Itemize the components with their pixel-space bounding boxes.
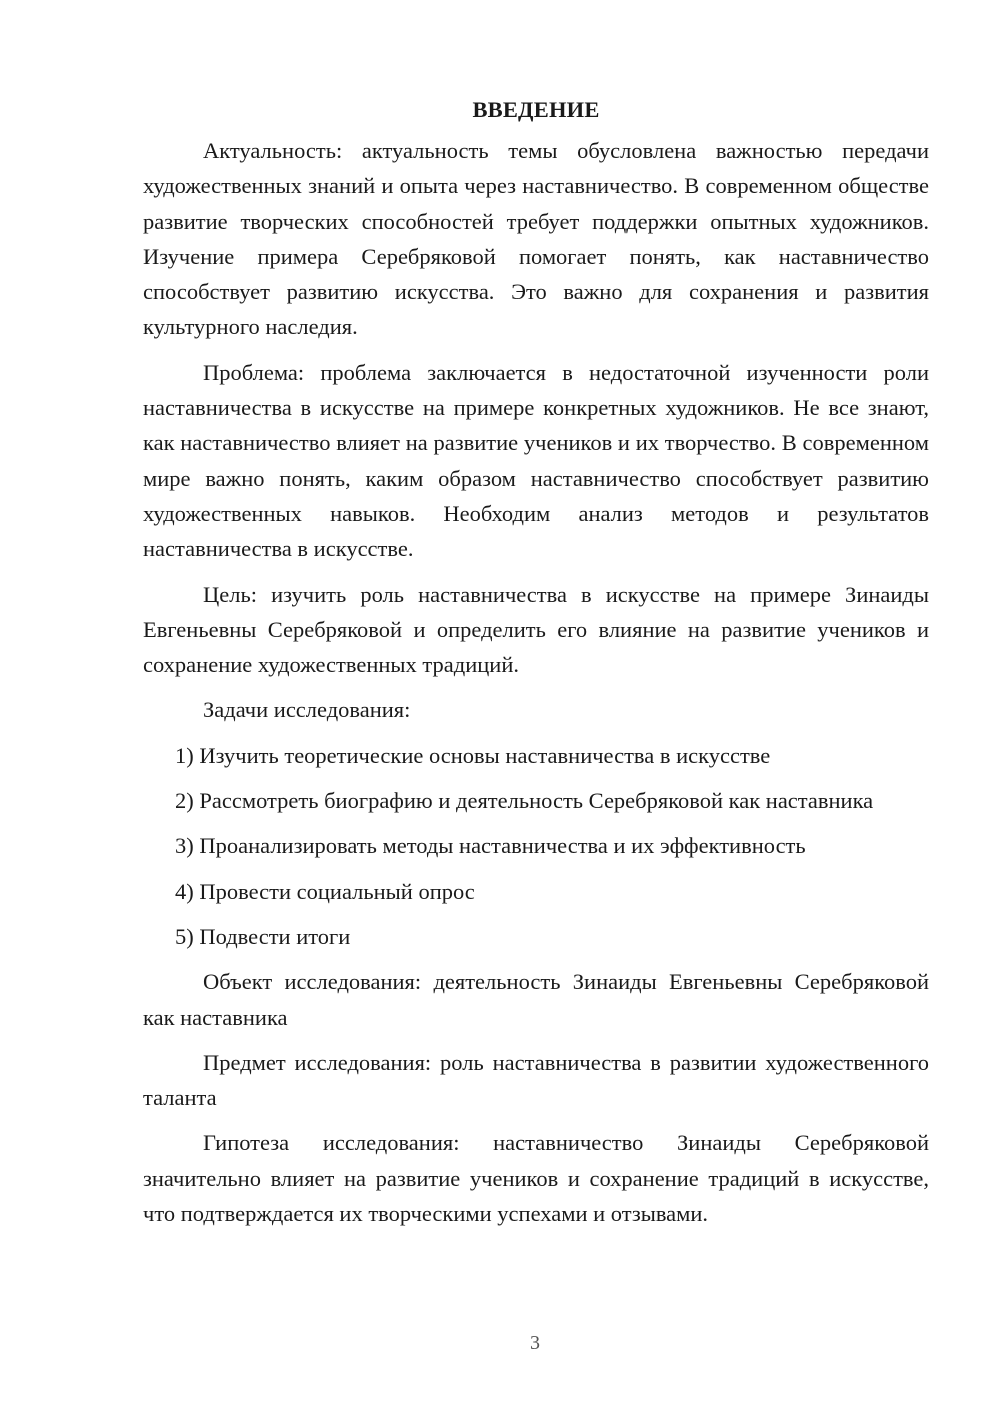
task-item-2: 2) Рассмотреть биографию и деятельность Серебряковой как наставника xyxy=(175,788,874,814)
section-title: ВВЕДЕНИЕ xyxy=(472,97,600,122)
task-item-1: 1) Изучить теоретические основы наставничества в искусстве xyxy=(175,742,771,768)
paragraph-goal: Цель: изучить роль наставничества в искусстве на примере Зинаиды Евгеньевны Серебряковой и определить его влияние на развитие учеников и сохранение художественных традиций. xyxy=(143,581,929,678)
task-item-5: 5) Подвести итоги xyxy=(175,923,351,949)
page-number: 3 xyxy=(530,1332,540,1354)
paragraph-hypothesis: Гипотеза исследования: наставничество Зинаиды Серебряковой значительно влияет на развитие учеников и сохранение традиций в искусстве, что подтверждается их творческими успехами и отзывами. xyxy=(143,1130,929,1227)
paragraph-object: Объект исследования: деятельность Зинаиды Евгеньевны Серебряковой как наставника xyxy=(143,969,929,1030)
paragraph-relevance: Актуальность: актуальность темы обусловлена важностью передачи художественных знаний и опыта через наставничество. В современном обществе развитие творческих способностей требует поддержки опытных художников. Изучение примера Серебряковой помогает понять, как наставничество способствует развитию искусства. Это важно для сохранения и развития культурного наследия. xyxy=(143,138,929,340)
document-page xyxy=(143,92,929,1241)
task-item-4: 4) Провести социальный опрос xyxy=(175,878,475,904)
paragraph-problem: Проблема: проблема заключается в недостаточной изученности роли наставничества в искусстве на примере конкретных художников. Не все знают, как наставничество влияет на развитие учеников и их творчество. В современном мире важно понять, каким образом наставничество способствует развитию художественных навыков. Необходим анализ методов и результатов наставничества в искусстве. xyxy=(143,359,929,562)
tasks-heading: Задачи исследования: xyxy=(203,697,411,723)
task-item-3: 3) Проанализировать методы наставничества и их эффективность xyxy=(175,833,806,859)
paragraph-subject: Предмет исследования: роль наставничества в развитии художественного таланта xyxy=(143,1049,929,1111)
